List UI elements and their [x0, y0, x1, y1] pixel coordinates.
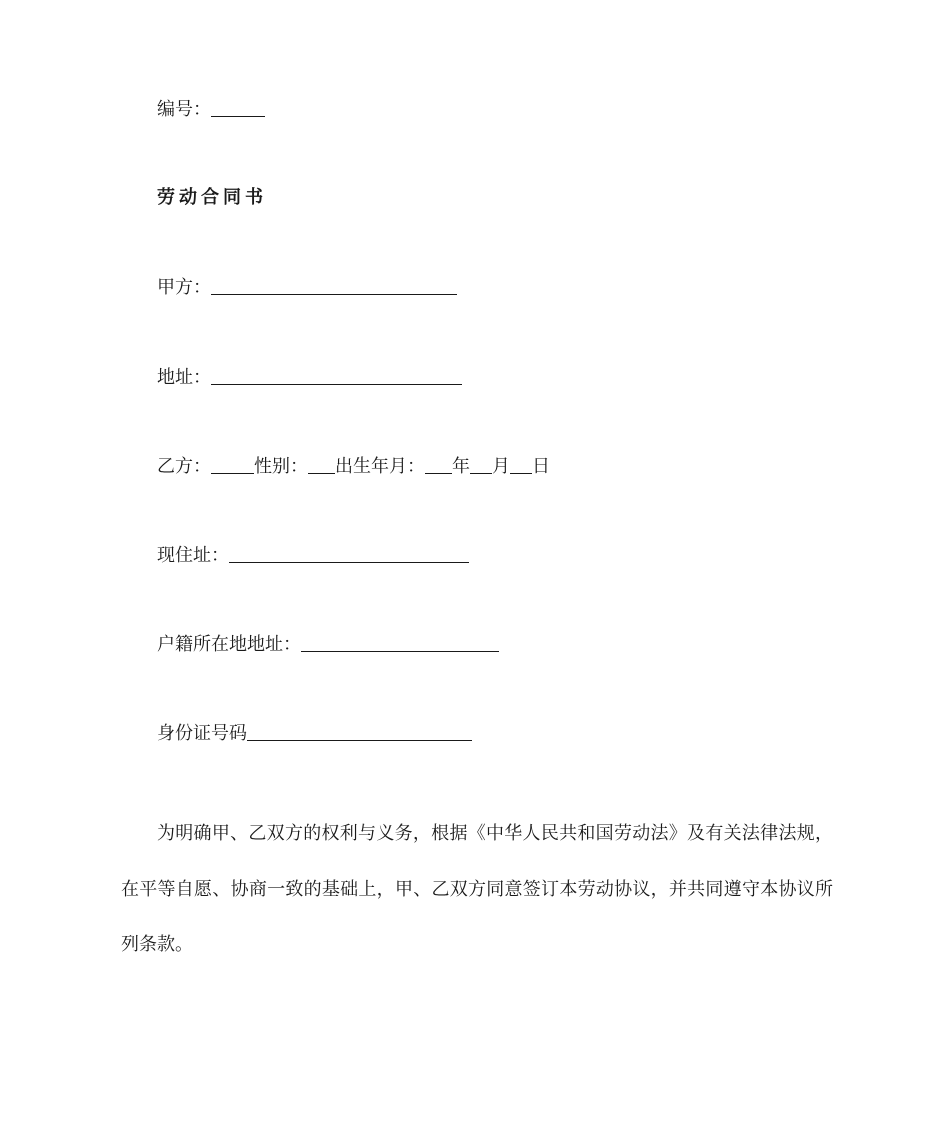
address-line — [157, 366, 462, 389]
birth-label: 出生年月： — [335, 456, 425, 477]
gender-blank — [308, 455, 335, 474]
party-b-label: 乙方： — [157, 456, 211, 477]
household-address-label: 户籍所在地地址： — [157, 634, 301, 655]
household-address-line — [157, 633, 499, 656]
id-number-line — [157, 722, 472, 745]
id-number-blank — [247, 722, 472, 741]
address-label: 地址： — [157, 367, 211, 388]
serial-number-label: 编号： — [157, 99, 211, 120]
id-number-label: 身份证号码 — [157, 723, 247, 744]
current-address-label: 现住址： — [157, 545, 229, 566]
address-blank — [211, 366, 462, 385]
year-label: 年 — [452, 456, 470, 477]
serial-number-line — [157, 98, 265, 121]
party-b-name-blank — [211, 455, 254, 474]
birth-month-blank — [470, 455, 492, 474]
document-title: 劳动合同书 — [157, 187, 267, 208]
current-address-line — [157, 544, 469, 567]
party-a-line — [157, 276, 457, 299]
birth-year-blank — [425, 455, 452, 474]
birth-day-blank — [510, 455, 532, 474]
preamble-paragraph: 为明确甲、乙双方的权利与义务，根据《中华人民共和国劳动法》及有关法律法规，在平等自愿、协商一致的基础上，甲、乙双方同意签订本劳动协议，并共同遵守本协议所列条款。 — [121, 823, 833, 955]
party-a-blank — [211, 276, 457, 295]
party-a-label: 甲方： — [157, 277, 211, 298]
party-b-line — [157, 455, 550, 478]
household-address-blank — [301, 633, 499, 652]
serial-number-blank — [211, 98, 265, 117]
current-address-blank — [229, 544, 469, 563]
gender-label: 性别： — [254, 456, 308, 477]
day-label: 日 — [532, 456, 550, 477]
month-label: 月 — [492, 456, 510, 477]
